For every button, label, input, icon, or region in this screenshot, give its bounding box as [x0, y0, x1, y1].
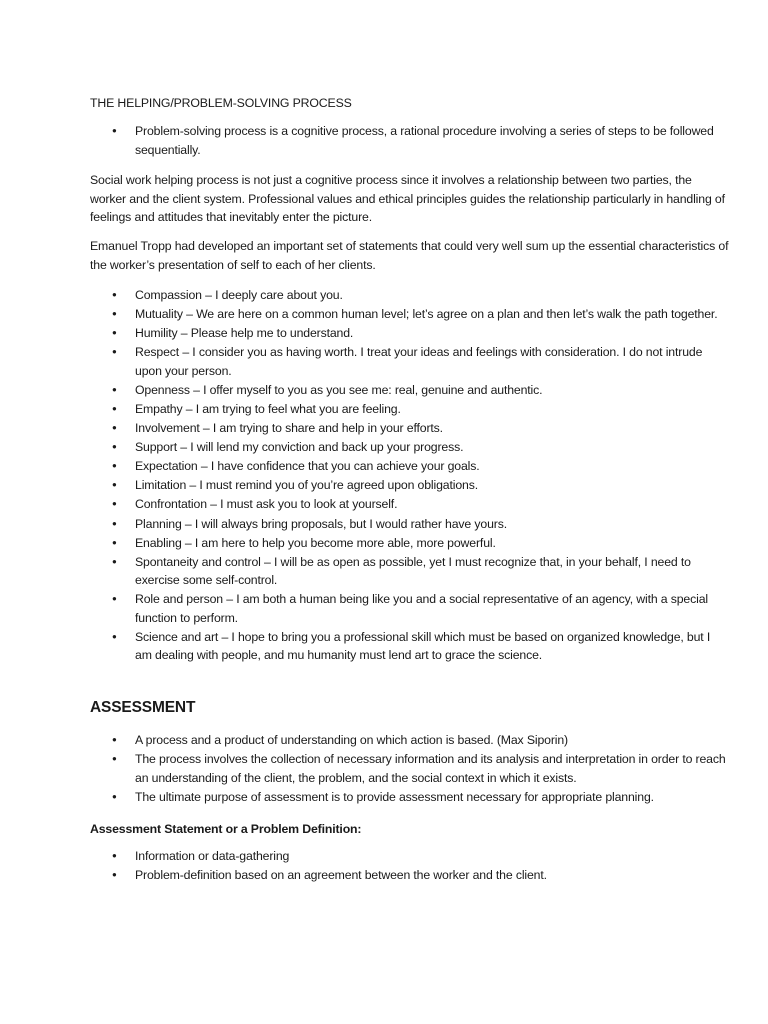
list-item: ● Limitation – I must remind you of you’re agreed upon obligations. [90, 476, 730, 495]
list-item: ● Spontaneity and control – I will be as open as possible, yet I must recognize that, in your behalf, I need to exercise some self-control. [90, 553, 730, 590]
assessment-list [90, 731, 730, 807]
list-item: ● Problem-solving process is a cognitive process, a rational procedure involving a series of steps to be followed sequentially. [90, 122, 730, 159]
problem-definition-list [90, 847, 730, 885]
list-item: ● Science and art – I hope to bring you a professional skill which must be based on organized knowledge, but I am dealing with people, and mu humanity must lend art to grace the science. [90, 628, 730, 665]
list-item: ● Respect – I consider you as having worth. I treat your ideas and feelings with consideration. I do not intrude upon your person. [90, 343, 730, 380]
list-item: ● Mutuality – We are here on a common human level; let’s agree on a plan and then let’s walk the path together. [90, 305, 730, 324]
list-item: ● Support – I will lend my conviction and back up your progress. [90, 438, 730, 457]
problem-definition-subheading: Assessment Statement or a Problem Definition: [90, 822, 362, 836]
list-item: ● Role and person – I am both a human being like you and a social representative of an agency, with a special function to perform. [90, 590, 730, 627]
list-item: ● Openness – I offer myself to you as you see me: real, genuine and authentic. [90, 381, 730, 400]
list-item: ● Humility – Please help me to understand. [90, 324, 730, 343]
list-item: ● Information or data-gathering [90, 847, 730, 866]
document-title: THE HELPING/PROBLEM-SOLVING PROCESS [90, 96, 352, 110]
paragraph-tropp: Emanuel Tropp had developed an important set of statements that could very well sum up the essential characteristics of the worker’s presentation of self to each of her clients. [90, 239, 729, 272]
tropp-statements-list [90, 286, 730, 666]
list-item: ● Planning – I will always bring proposals, but I would rather have yours. [90, 515, 730, 534]
list-item: ● Involvement – I am trying to share and help in your efforts. [90, 419, 730, 438]
list-item: ● The process involves the collection of necessary information and its analysis and interpretation in order to reach an understanding of the client, the problem, and the social context in which it exists. [90, 750, 730, 787]
paragraph-helping-process: Social work helping process is not just a cognitive process since it involves a relationship between two parties, the worker and the client system. Professional values and ethical principles guides the relationship particularly in handling of feelings and attitudes that inevitably enter the picture. [90, 173, 725, 224]
list-item: ● Expectation – I have confidence that you can achieve your goals. [90, 457, 730, 476]
list-item: ● The ultimate purpose of assessment is to provide assessment necessary for appropriate planning. [90, 788, 730, 807]
list-item: ● Problem-definition based on an agreement between the worker and the client. [90, 866, 730, 885]
list-item: ● Compassion – I deeply care about you. [90, 286, 730, 305]
list-item: ● Enabling – I am here to help you become more able, more powerful. [90, 534, 730, 553]
list-item: ● A process and a product of understanding on which action is based. (Max Siporin) [90, 731, 730, 750]
assessment-heading: ASSESSMENT [90, 699, 196, 716]
list-item: ● Confrontation – I must ask you to look at yourself. [90, 495, 730, 514]
intro-bullet-list [90, 122, 730, 159]
list-item: ● Empathy – I am trying to feel what you are feeling. [90, 400, 730, 419]
